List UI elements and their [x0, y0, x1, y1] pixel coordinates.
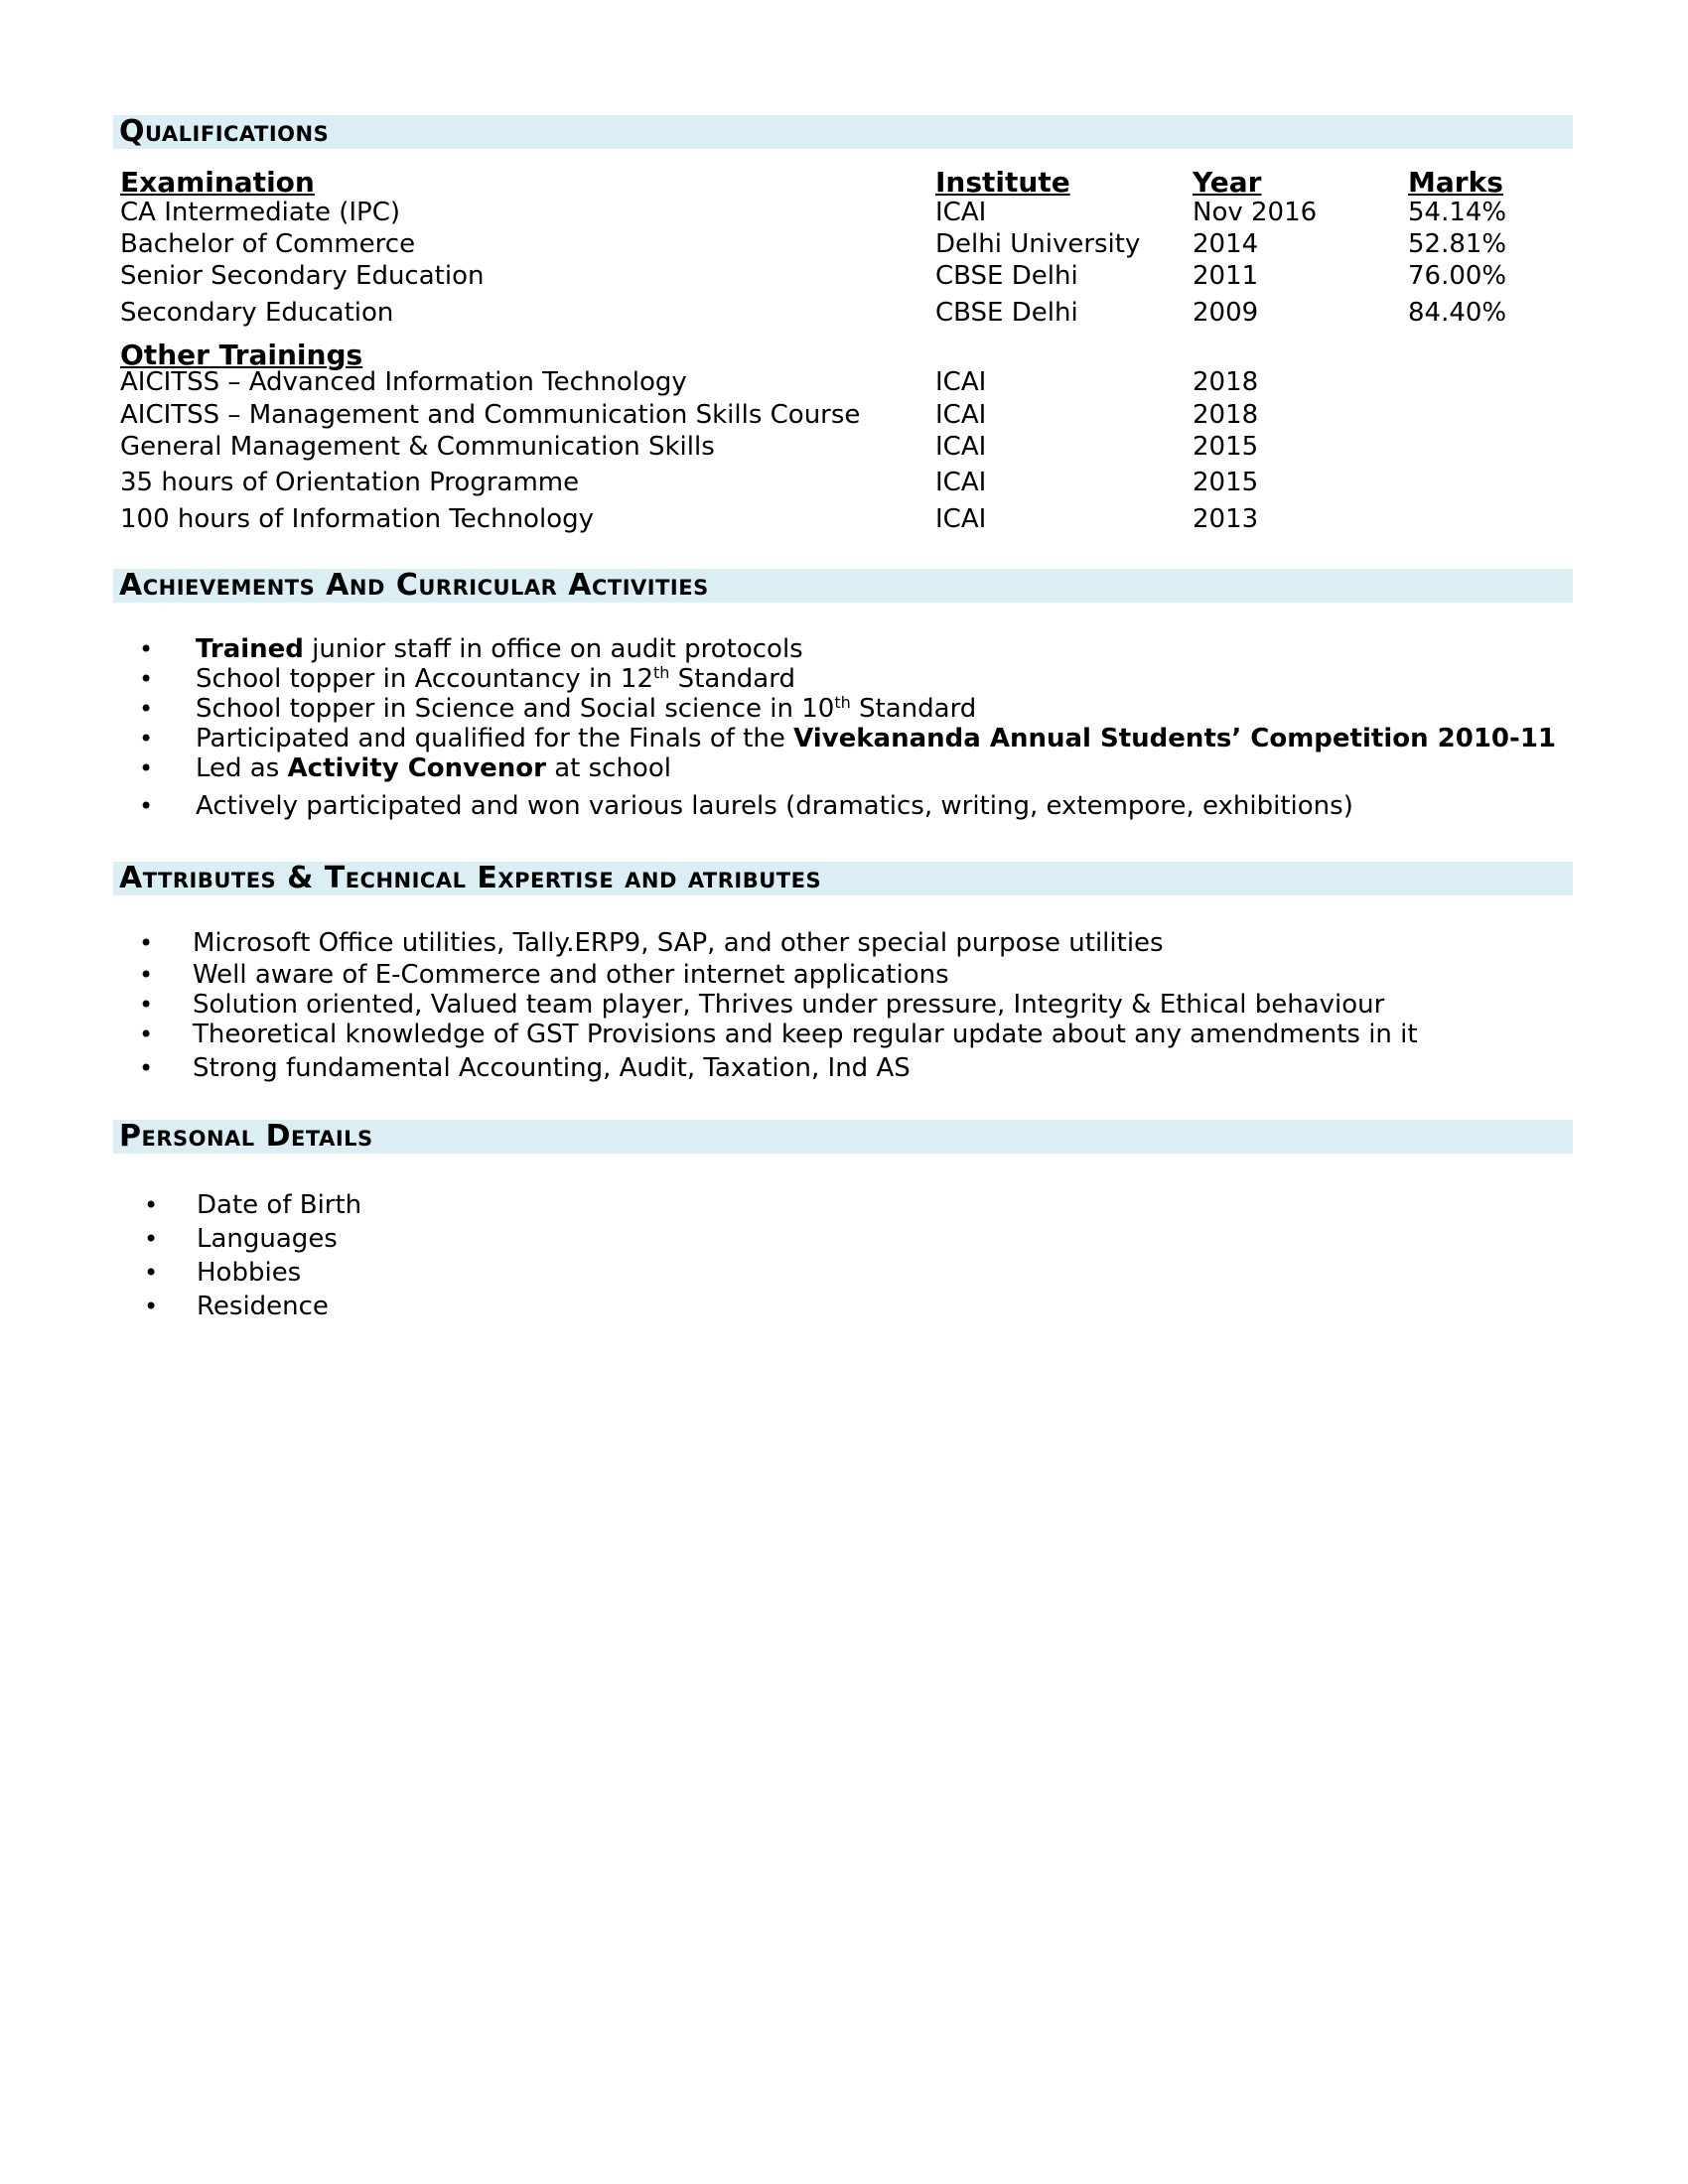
bullet-icon: •: [139, 1054, 154, 1082]
attribute-text: Theoretical knowledge of GST Provisions and keep regular update about any amendments in it: [193, 1020, 1418, 1049]
achievement-pre: Led as: [196, 753, 288, 783]
exam-marks: 76.00%: [1408, 261, 1507, 291]
training-institute: ICAI: [935, 367, 987, 397]
exam-name: Senior Secondary Education: [120, 261, 485, 291]
bullet-icon: •: [139, 792, 154, 820]
exam-marks: 54.14%: [1408, 198, 1507, 227]
training-institute: ICAI: [935, 468, 987, 497]
bullet-icon: •: [139, 991, 154, 1019]
header-marks: Marks: [1408, 166, 1503, 199]
achievement-pre: Actively participated and won various laurels (dramatics, writing, extempore, exhibitions): [196, 791, 1353, 821]
achievement-text: [196, 633, 803, 665]
achievement-text: [196, 693, 976, 725]
bullet-icon: •: [144, 1191, 159, 1219]
training-name: General Management & Communication Skills: [120, 432, 715, 462]
exam-institute: ICAI: [935, 198, 987, 227]
bullet-icon: •: [139, 635, 154, 663]
achievement-pre: School topper in Science and Social science in 10: [196, 694, 835, 724]
achievement-post: Standard: [669, 664, 795, 694]
achievement-sup: th: [834, 693, 851, 712]
header-institute: Institute: [935, 166, 1070, 199]
exam-year: 2014: [1193, 229, 1259, 259]
training-institute: ICAI: [935, 400, 987, 430]
exam-institute: CBSE Delhi: [935, 261, 1078, 291]
achievement-pre: School topper in Accountancy in 12: [196, 664, 653, 694]
qualifications-bar: [113, 115, 1573, 149]
bullet-icon: •: [139, 929, 154, 957]
training-institute: ICAI: [935, 432, 987, 462]
achievement-text: [196, 752, 671, 784]
training-name: 35 hours of Orientation Programme: [120, 468, 580, 497]
personal-item: Languages: [197, 1224, 338, 1254]
exam-marks: 84.40%: [1408, 298, 1507, 328]
header-year: Year: [1193, 166, 1262, 199]
achievement-text: [196, 663, 795, 695]
training-year: 2018: [1193, 367, 1259, 397]
achievement-text: [196, 790, 1353, 822]
achievement-post: at school: [545, 753, 671, 783]
exam-name: CA Intermediate (IPC): [120, 198, 401, 227]
training-year: 2018: [1193, 400, 1259, 430]
achievement-pre: Participated and qualified for the Finals of the: [196, 724, 794, 753]
exam-name: Bachelor of Commerce: [120, 229, 416, 259]
bullet-icon: •: [139, 1021, 154, 1048]
attribute-text: Well aware of E-Commerce and other internet applications: [193, 960, 949, 990]
bullet-icon: •: [139, 961, 154, 989]
bullet-icon: •: [144, 1259, 159, 1287]
attributes-title: Attributes & Technical Expertise and atributes: [119, 861, 822, 895]
exam-institute: Delhi University: [935, 229, 1141, 259]
personal-item: Date of Birth: [197, 1190, 362, 1220]
achievement-post: junior staff in office on audit protocols: [303, 634, 803, 664]
bullet-icon: •: [139, 725, 154, 752]
exam-year: 2009: [1193, 298, 1259, 328]
header-examination: Examination: [120, 166, 315, 199]
achievement-text: [196, 723, 1556, 754]
bullet-icon: •: [139, 695, 154, 723]
personal-item: Hobbies: [197, 1258, 302, 1288]
bullet-icon: •: [139, 665, 154, 693]
achievements-title: Achievements And Curricular Activities: [119, 568, 709, 603]
qualifications-title: Qualifications: [119, 114, 330, 149]
training-year: 2015: [1193, 468, 1259, 497]
training-name: 100 hours of Information Technology: [120, 504, 594, 534]
exam-marks: 52.81%: [1408, 229, 1507, 259]
training-institute: ICAI: [935, 504, 987, 534]
exam-name: Secondary Education: [120, 298, 394, 328]
bullet-icon: •: [144, 1225, 159, 1253]
attribute-text: Solution oriented, Valued team player, Thrives under pressure, Integrity & Ethical behaviour: [193, 990, 1385, 1020]
attribute-text: Strong fundamental Accounting, Audit, Taxation, Ind AS: [193, 1053, 911, 1083]
training-name: AICITSS – Management and Communication Skills Course: [120, 400, 861, 430]
training-year: 2015: [1193, 432, 1259, 462]
personal-item: Residence: [197, 1292, 329, 1321]
achievement-post: Standard: [850, 694, 977, 724]
training-year: 2013: [1193, 504, 1259, 534]
achievement-bold: Activity Convenor: [287, 753, 546, 783]
attribute-text: Microsoft Office utilities, Tally.ERP9, SAP, and other special purpose utilities: [193, 928, 1164, 958]
bullet-icon: •: [139, 754, 154, 782]
personal-details-title: Personal Details: [119, 1119, 373, 1154]
achievement-bold: Trained: [196, 634, 304, 664]
other-trainings-header: Other Trainings: [120, 339, 363, 371]
achievement-sup: th: [653, 663, 670, 682]
exam-year: 2011: [1193, 261, 1259, 291]
exam-year: Nov 2016: [1193, 198, 1318, 227]
training-name: AICITSS – Advanced Information Technology: [120, 367, 687, 397]
exam-institute: CBSE Delhi: [935, 298, 1078, 328]
achievement-bold: Vivekananda Annual Students’ Competition 2010-11: [793, 724, 1556, 753]
bullet-icon: •: [144, 1293, 159, 1320]
